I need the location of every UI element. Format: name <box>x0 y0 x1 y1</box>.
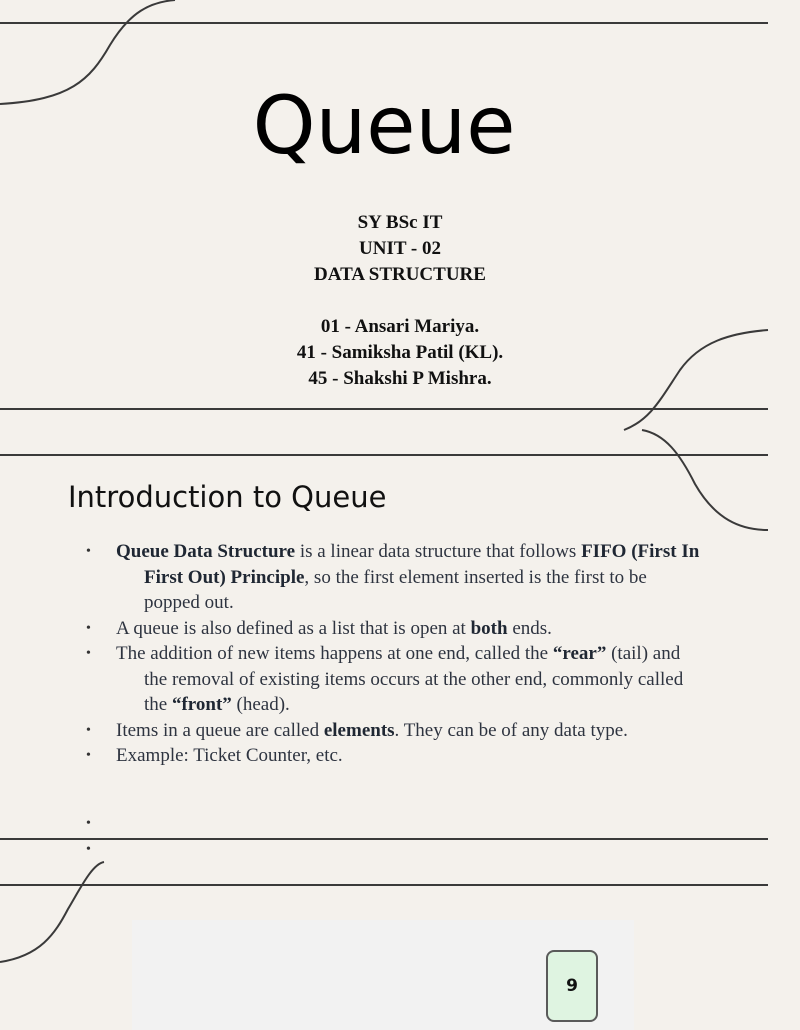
bullet-text: ends. <box>507 617 552 639</box>
stray-bullet: • <box>86 816 91 831</box>
title-slide <box>0 0 768 410</box>
intro-slide <box>0 454 768 857</box>
bullet-marker: • <box>86 646 91 661</box>
subtitle-line: 01 - Ansari Mariya. <box>320 316 480 337</box>
bullet-text: that follows <box>481 541 582 562</box>
bullet-text: , so the first element inserted is the first to be popped out. <box>144 566 647 613</box>
bullet-text: A queue is also defined as a list that is open at <box>116 617 471 639</box>
stray-bullet: • <box>86 842 91 857</box>
top-rule <box>0 454 768 456</box>
bullet-text: Example: Ticket Counter, etc. <box>116 745 343 766</box>
bullet-bold-text: “front” <box>171 694 232 715</box>
bottom-rule <box>0 838 768 840</box>
subtitle-line: DATA STRUCTURE <box>314 264 486 285</box>
bullet-text: . They can be of any data type. <box>394 719 628 741</box>
bullet-bold-text: FIFO (First In First Out) Principle <box>144 541 700 588</box>
bullet-bold-text: both <box>470 617 508 639</box>
bullet-item <box>86 743 706 769</box>
slide-subtitle <box>0 210 800 392</box>
bottom-rule <box>0 408 768 410</box>
bullet-item <box>86 616 706 642</box>
bullet-text: (head). <box>231 694 290 715</box>
subtitle-line: UNIT - 02 <box>359 238 441 259</box>
bullet-bold-text: “rear” <box>552 643 607 664</box>
bullet-item <box>86 718 706 744</box>
bullet-text: (tail) and the removal of existing items occurs at the other end, commonly called the <box>144 643 684 715</box>
bullet-text: Items in a queue are called <box>116 719 324 741</box>
bullet-list <box>86 539 706 769</box>
slide-title: Queue <box>252 79 516 172</box>
bullet-marker: • <box>86 544 91 559</box>
bullet-bold-text: elements <box>323 719 395 741</box>
section-heading: Introduction to Queue <box>68 480 387 514</box>
bullet-bold-text: Queue Data Structure <box>116 541 296 562</box>
subtitle-line: SY BSc IT <box>357 212 443 233</box>
bullet-marker: • <box>86 748 91 763</box>
bullet-text: The addition of new items happens at one end, called the <box>116 643 553 664</box>
bullet-item <box>86 641 706 718</box>
bullet-marker: • <box>86 620 91 636</box>
bullet-marker: • <box>86 722 91 738</box>
bullet-item <box>86 539 706 616</box>
queue-element: 9 <box>546 950 598 1022</box>
top-rule <box>0 22 768 24</box>
subtitle-line: 41 - Samiksha Patil (KL). <box>296 342 504 363</box>
subtitle-line <box>0 288 800 314</box>
subtitle-line: 45 - Shakshi P Mishra. <box>308 368 492 389</box>
bullet-text: is a linear data structure <box>295 541 482 562</box>
diagram-slide <box>0 884 768 1024</box>
